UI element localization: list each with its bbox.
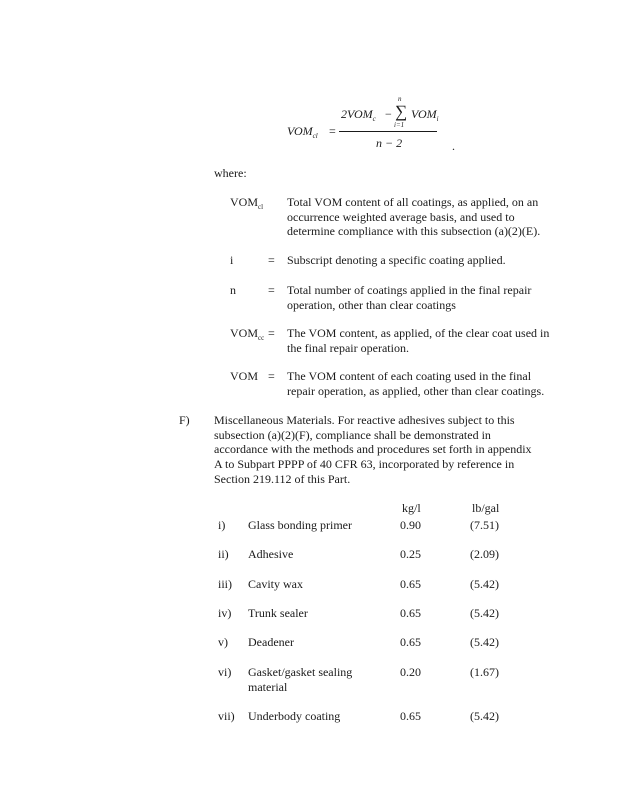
definition-equals: =: [268, 283, 275, 297]
definition-term: VOM: [230, 369, 259, 383]
sigma-symbol: ∑: [395, 102, 408, 121]
column-header-lb-per-gallon: lb/gal: [472, 501, 500, 515]
row-material: Glass bonding primer: [248, 518, 352, 532]
definition-term: $VOM_{cl}$: [230, 195, 264, 211]
definition-text: Subscript denoting a specific coating applied.: [287, 253, 506, 267]
equation-denominator: n − 2: [376, 136, 403, 150]
row-material: Underbody coating: [248, 709, 341, 723]
definition-equals: =: [268, 369, 275, 383]
definition-equals: =: [268, 253, 275, 267]
definition-term: n: [230, 283, 236, 297]
definition-text: Total number of coatings applied in the final repair operation, other than clear coatings: [287, 283, 532, 312]
sigma-upper-limit: n: [398, 95, 402, 103]
row-kg-value: 0.65: [400, 635, 421, 649]
row-lb-value: (5.42): [470, 577, 499, 591]
row-number: iv): [218, 606, 232, 620]
equation-period: .: [452, 139, 455, 153]
row-kg-value: 0.65: [400, 709, 421, 723]
row-number: iii): [218, 577, 232, 591]
row-number: ii): [218, 547, 229, 561]
row-lb-value: (5.42): [470, 709, 499, 723]
row-lb-value: (5.42): [470, 606, 499, 620]
column-header-kg-per-liter: kg/l: [402, 501, 421, 515]
row-lb-value: (7.51): [470, 518, 499, 532]
row-material: Adhesive: [248, 547, 294, 561]
row-kg-value: 0.65: [400, 577, 421, 591]
definition-text: Total VOM content of all coatings, as applied, on an occurrence weighted average basis, and used to determine compliance with this subsection (a)(2)(E).: [287, 195, 541, 239]
definition-text: The VOM content, as applied, of the clear coat used in the final repair operation.: [287, 326, 550, 355]
where-label: where:: [214, 166, 247, 180]
row-lb-value: (2.09): [470, 547, 499, 561]
row-lb-value: (5.42): [470, 635, 499, 649]
definition-term: i: [230, 253, 234, 267]
equation-term-2: $VOM_i$: [411, 107, 439, 123]
row-material: Deadener: [248, 635, 294, 649]
fraction-bar: [339, 131, 437, 132]
row-kg-value: 0.20: [400, 665, 421, 679]
definition-equals: =: [268, 326, 275, 340]
row-kg-value: 0.65: [400, 606, 421, 620]
row-number: vii): [218, 709, 235, 723]
equation-minus: −: [385, 107, 392, 121]
equation-equals: =: [329, 124, 336, 138]
row-number: i): [218, 518, 226, 532]
equation-lhs: $VOM_{cl}$: [287, 124, 318, 140]
section-f-text: Miscellaneous Materials. For reactive adhesives subject to this subsection (a)(2)(F), compliance shall be demonstrated in accordance with the methods and procedures set forth in appendix A to Subpart PPPP of 40 CFR 63, incorporated by reference in Section 219.112 of this Part.: [214, 413, 532, 486]
sigma-lower-limit: i=1: [394, 121, 405, 129]
row-material: Trunk sealer: [248, 606, 308, 620]
row-lb-value: (1.67): [470, 665, 499, 679]
row-kg-value: 0.25: [400, 547, 421, 561]
section-f-label: F): [179, 413, 190, 427]
definition-term: $VOM_{cc}$: [230, 326, 265, 342]
row-material: Cavity wax: [248, 577, 303, 591]
row-kg-value: 0.90: [400, 518, 421, 532]
definition-text: The VOM content of each coating used in the final repair operation, as applied, other than clear coatings.: [287, 369, 545, 398]
row-number: vi): [218, 665, 232, 679]
row-material: Gasket/gasket sealing material: [248, 665, 353, 694]
row-number: v): [218, 635, 228, 649]
equation-term-1: $2VOM_c$: [341, 107, 376, 123]
